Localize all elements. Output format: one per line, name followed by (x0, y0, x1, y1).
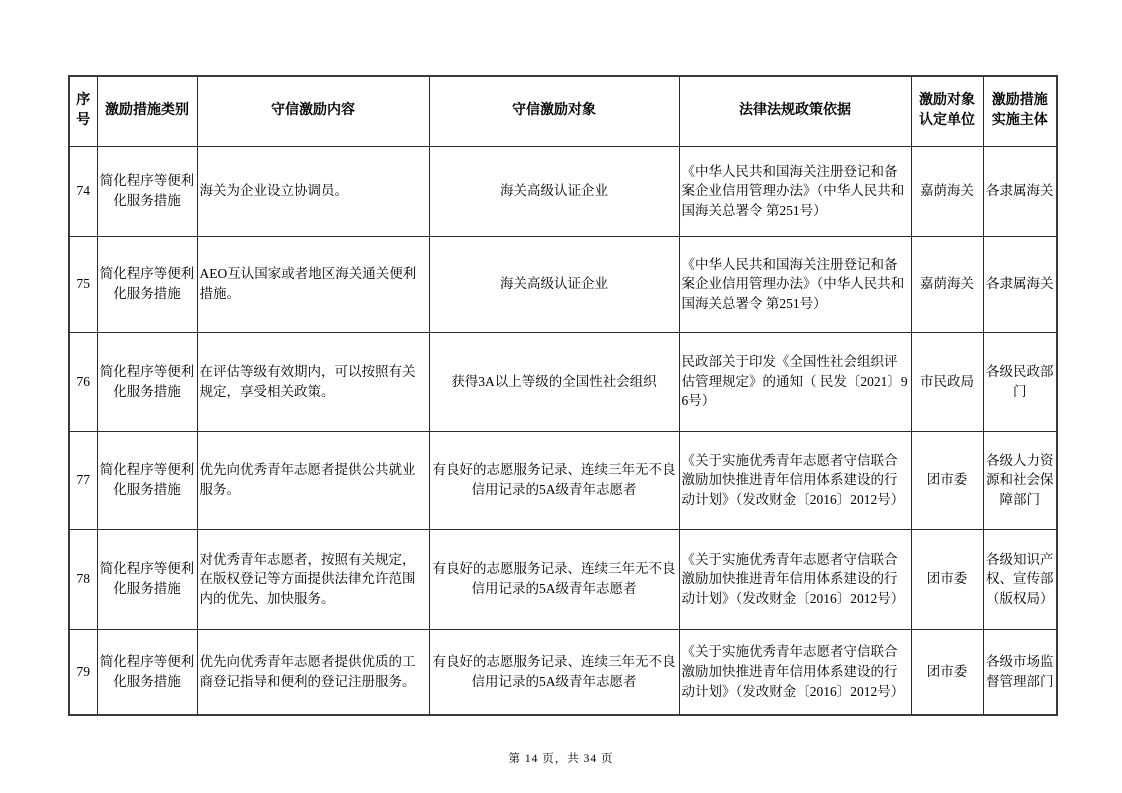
cell-implementer: 各级知识产权、宣传部（版权局） (983, 529, 1057, 629)
cell-no: 79 (69, 629, 97, 715)
cell-content: AEO互认国家或者地区海关通关便利措施。 (197, 236, 429, 332)
cell-determiner: 嘉荫海关 (911, 146, 983, 236)
cell-category: 简化程序等便利化服务措施 (97, 146, 197, 236)
cell-content: 优先向优秀青年志愿者提供公共就业服务。 (197, 431, 429, 529)
cell-determiner: 团市委 (911, 529, 983, 629)
header-target: 守信激励对象 (429, 76, 679, 146)
table-row (69, 431, 1057, 529)
cell-implementer: 各隶属海关 (983, 146, 1057, 236)
cell-content: 海关为企业设立协调员。 (197, 146, 429, 236)
cell-implementer: 各级民政部门 (983, 332, 1057, 431)
cell-content: 在评估等级有效期内，可以按照有关规定，享受相关政策。 (197, 332, 429, 431)
cell-implementer: 各隶属海关 (983, 236, 1057, 332)
cell-implementer: 各级人力资源和社会保障部门 (983, 431, 1057, 529)
cell-target: 海关高级认证企业 (429, 236, 679, 332)
table-header-row (69, 76, 1057, 146)
table-row (69, 529, 1057, 629)
cell-basis: 民政部关于印发《全国性社会组织评估管理规定》的通知（ 民发〔2021〕96号） (679, 332, 911, 431)
page-number: 第 14 页，共 34 页 (508, 753, 614, 765)
header-determiner: 激励对象 认定单位 (911, 76, 983, 146)
header-basis: 法律法规政策依据 (679, 76, 911, 146)
cell-no: 76 (69, 332, 97, 431)
cell-determiner: 嘉荫海关 (911, 236, 983, 332)
cell-target: 有良好的志愿服务记录、连续三年无不良信用记录的5A级青年志愿者 (429, 431, 679, 529)
cell-no: 77 (69, 431, 97, 529)
table-row (69, 332, 1057, 431)
cell-category: 简化程序等便利化服务措施 (97, 236, 197, 332)
incentive-measures-table (68, 75, 1058, 716)
table-row (69, 236, 1057, 332)
cell-target: 海关高级认证企业 (429, 146, 679, 236)
cell-category: 简化程序等便利化服务措施 (97, 431, 197, 529)
header-implementer: 激励措施 实施主体 (983, 76, 1057, 146)
cell-basis: 《中华人民共和国海关注册登记和备案企业信用管理办法》（中华人民共和国海关总署令 第251号） (679, 236, 911, 332)
cell-basis: 《关于实施优秀青年志愿者守信联合激励加快推进青年信用体系建设的行动计划》（发改财金〔2016〕2012号） (679, 529, 911, 629)
cell-target: 有良好的志愿服务记录、连续三年无不良信用记录的5A级青年志愿者 (429, 529, 679, 629)
cell-category: 简化程序等便利化服务措施 (97, 629, 197, 715)
header-no: 序号 (69, 76, 97, 146)
table-row (69, 629, 1057, 715)
cell-content: 优先向优秀青年志愿者提供优质的工商登记指导和便利的登记注册服务。 (197, 629, 429, 715)
cell-content: 对优秀青年志愿者，按照有关规定，在版权登记等方面提供法律允许范围内的优先、加快服务。 (197, 529, 429, 629)
table-row (69, 146, 1057, 236)
cell-target: 有良好的志愿服务记录、连续三年无不良信用记录的5A级青年志愿者 (429, 629, 679, 715)
cell-category: 简化程序等便利化服务措施 (97, 529, 197, 629)
cell-no: 75 (69, 236, 97, 332)
cell-no: 74 (69, 146, 97, 236)
cell-basis: 《关于实施优秀青年志愿者守信联合激励加快推进青年信用体系建设的行动计划》（发改财金〔2016〕2012号） (679, 629, 911, 715)
cell-determiner: 市民政局 (911, 332, 983, 431)
cell-determiner: 团市委 (911, 629, 983, 715)
cell-basis: 《中华人民共和国海关注册登记和备案企业信用管理办法》（中华人民共和国海关总署令 第251号） (679, 146, 911, 236)
cell-determiner: 团市委 (911, 431, 983, 529)
header-content: 守信激励内容 (197, 76, 429, 146)
cell-target: 获得3A以上等级的全国性社会组织 (429, 332, 679, 431)
cell-implementer: 各级市场监督管理部门 (983, 629, 1057, 715)
header-category: 激励措施类别 (97, 76, 197, 146)
cell-category: 简化程序等便利化服务措施 (97, 332, 197, 431)
cell-no: 78 (69, 529, 97, 629)
cell-basis: 《关于实施优秀青年志愿者守信联合激励加快推进青年信用体系建设的行动计划》（发改财金〔2016〕2012号） (679, 431, 911, 529)
